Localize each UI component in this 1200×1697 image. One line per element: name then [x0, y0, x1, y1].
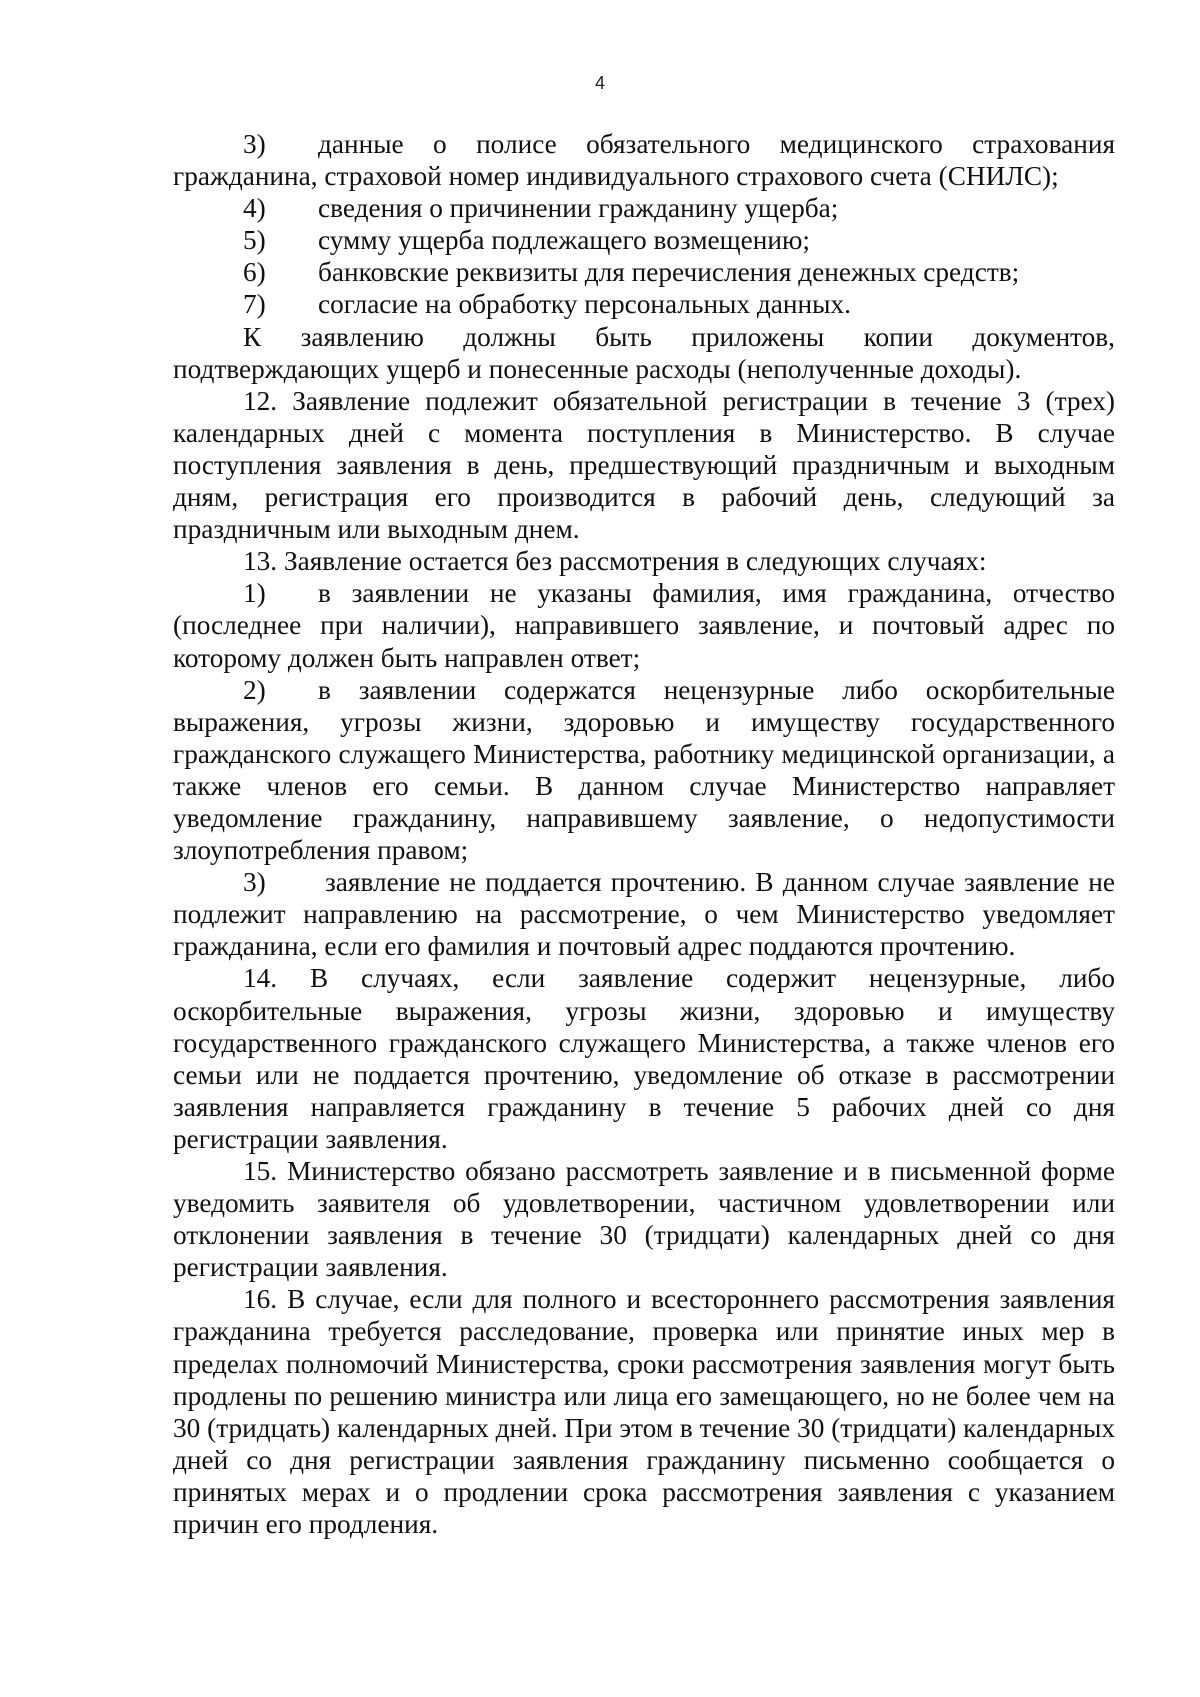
list-item-text: данные о полисе обязательного медицинского страхования гражданина, страховой номер индивидуального страхового счета (СНИЛС);	[173, 129, 1115, 192]
paragraph-16: 16. В случае, если для полного и всестороннего рассмотрения заявления гражданина требуется расследование, проверка или принятие иных мер в пределах полномочий Министерства, сроки рассмотрения заявления могут быть продлены по решению министра или лица его замещающего, но не более чем на 30 (тридцать) календарных дней. При этом в течение 30 (тридцати) календарных дней со дня регистрации заявления гражданину письменно сообщается о принятых мерах и о продлении срока рассмотрения заявления с указанием причин его продления.	[173, 1284, 1115, 1540]
list-item-number: 3)	[243, 867, 266, 898]
case-item-2	[173, 674, 1115, 867]
paragraph-13: 13. Заявление остается без рассмотрения в следующих случаях:	[243, 546, 987, 577]
list-item-text: сведения о причинении гражданину ущерба;	[318, 193, 839, 224]
list-item-text: в заявлении содержатся нецензурные либо оскорбительные выражения, угрозы жизни, здоровью и имуществу государственного гражданского служащего Министерства, работнику медицинской организации, а также членов его семьи. В данном случае Министерство направляет уведомление гражданину, направившему заявление, о недопустимости злоупотребления правом;	[173, 674, 1115, 866]
list-item-7	[173, 288, 1115, 320]
case-item-1	[173, 577, 1115, 673]
paragraph-14: 14. В случаях, если заявление содержит нецензурные, либо оскорбительные выражения, угрозы жизни, здоровью и имуществу государственного гражданского служащего Министерства, а также членов его семьи или не поддается прочтению, уведомление об отказе в рассмотрении заявления направляется гражданину в течение 5 рабочих дней со дня регистрации заявления.	[173, 963, 1115, 1154]
list-item-number: 7)	[243, 289, 266, 320]
list-item-number: 5)	[243, 225, 266, 256]
case-item-3	[173, 866, 1115, 962]
list-item-text: в заявлении не указаны фамилия, имя гражданина, отчество (последнее при наличии), направившего заявление, и почтовый адрес по которому должен быть направлен ответ;	[173, 578, 1115, 673]
list-item-number: 6)	[243, 257, 266, 288]
list-item-text: сумму ущерба подлежащего возмещению;	[318, 225, 810, 256]
list-item-number: 2)	[243, 674, 266, 705]
list-item-text: согласие на обработку персональных данных.	[318, 289, 851, 320]
list-item-text: банковские реквизиты для перечисления денежных средств;	[318, 257, 1020, 288]
attachment-paragraph: К заявлению должны быть приложены копии документов, подтверждающих ущерб и понесенные расходы (неполученные доходы).	[173, 321, 1115, 384]
list-item-3	[173, 128, 1115, 192]
list-item-6	[173, 256, 1115, 288]
paragraph-12: 12. Заявление подлежит обязательной регистрации в течение 3 (трех) календарных дней с момента поступления в Министерство. В случае поступления заявления в день, предшествующий праздничным и выходным дням, регистрация его производится в рабочий день, следующий за праздничным или выходным днем.	[173, 385, 1115, 545]
page-number: 4	[594, 73, 605, 93]
paragraph-15: 15. Министерство обязано рассмотреть заявление и в письменной форме уведомить заявителя об удовлетворении, частичном удовлетворении или отклонении заявления в течение 30 (тридцати) календарных дней со дня регистрации заявления.	[173, 1156, 1115, 1283]
list-item-number: 3)	[243, 129, 266, 159]
document-body	[173, 128, 1115, 1540]
list-item-number: 1)	[243, 578, 266, 609]
list-item-text: заявление не поддается прочтению. В данном случае заявление не подлежит направлению на рассмотрение, о чем Министерство уведомляет гражданина, если его фамилия и почтовый адрес поддаются прочтению.	[173, 867, 1115, 962]
list-item-5	[173, 224, 1115, 256]
list-item-4	[173, 192, 1115, 224]
list-item-number: 4)	[243, 193, 266, 224]
